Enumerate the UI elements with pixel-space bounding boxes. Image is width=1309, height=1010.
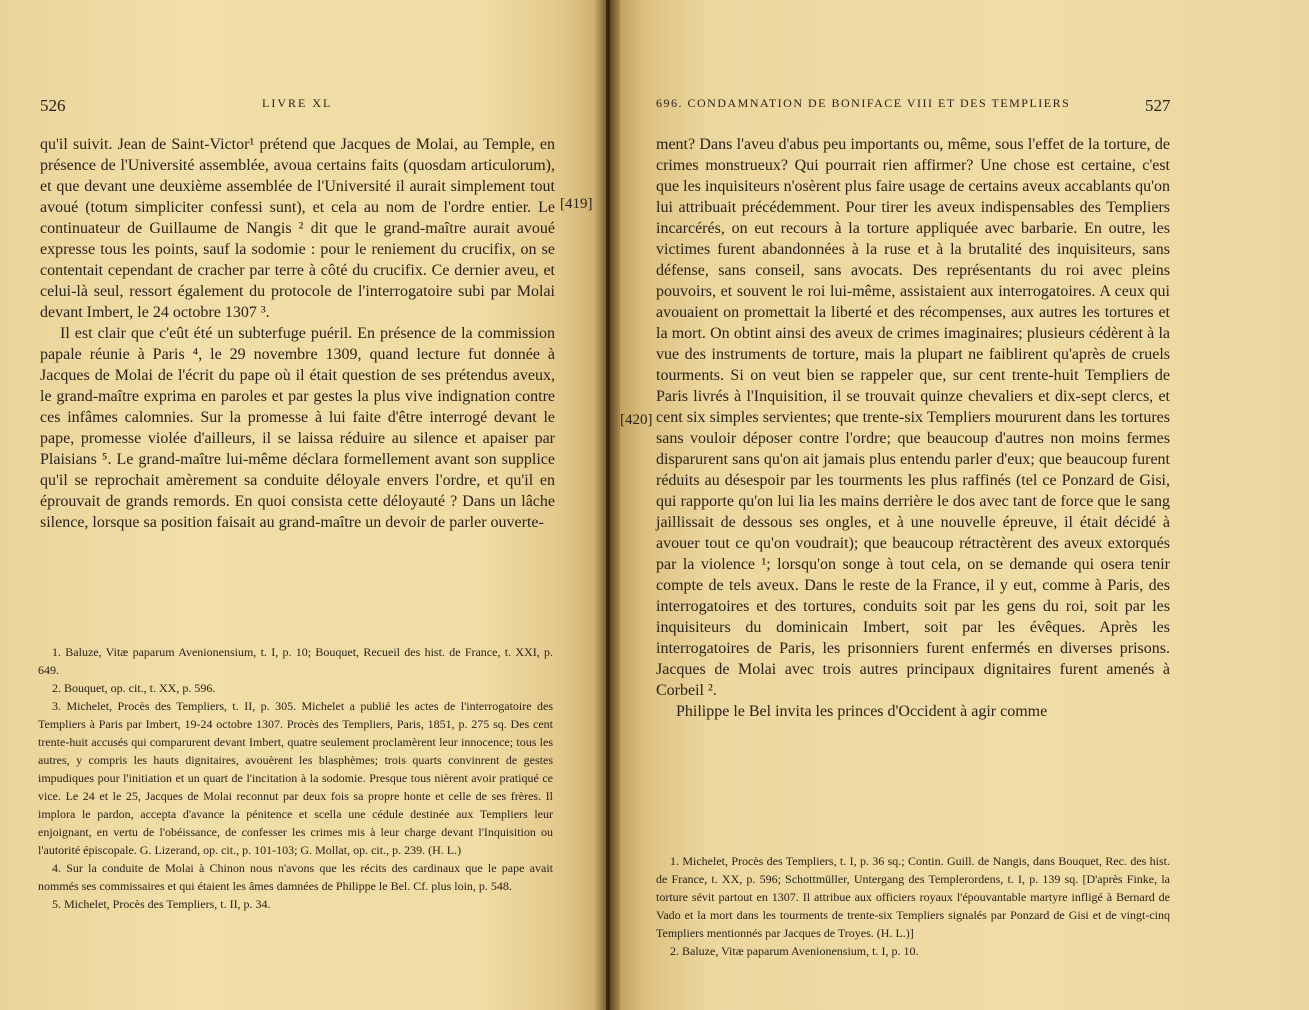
margin-marker-left: [419] (560, 196, 593, 212)
right-paragraph-2: Philippe le Bel invita les princes d'Occident à agir comme (676, 703, 1048, 720)
left-footnote-4: 4. Sur la conduite de Molai à Chinon nous n'avons que les récits des cardinaux que le pape avait nommés ses commissaires et qui étaient les âmes damnées de Philippe le Bel. Cf. plus loin, p. 548. (38, 861, 553, 893)
right-footnotes (656, 852, 1170, 960)
left-paragraph-1: qu'il suivit. Jean de Saint-Victor¹ prétend que Jacques de Molai, au Temple, en présence de l'Université assemblée, avoua certains faits (quosdam articulorum), et que devant une deuxième assemblée de l'Université il aurait simplement tout avoué (totum simpliciter confessi sunt), et cela au nom de l'ordre entier. Le continuateur de Guillaume de Nangis ² dit que le grand-maître aurait avoué expresse tous les points, sauf la sodomie : pour le reniement du crucifix, on se contentait cependant de cracher par terre à côté du crucifix. Ce dernier aveu, et celui-là seul, ressort également du protocole de l'interrogatoire subi par Molai devant Imbert, le 24 octobre 1307 ³. (40, 136, 555, 321)
margin-marker-right: [420] (620, 412, 653, 428)
running-head-left: LIVRE XL (262, 96, 333, 110)
left-body (40, 134, 555, 533)
book-gutter (594, 0, 620, 1010)
left-footnote-3: 3. Michelet, Procès des Templiers, t. II, p. 305. Michelet a publié les actes de l'interrogatoire des Templiers à Paris par Imbert, 19-24 octobre 1307. Procès des Templiers, Paris, 1851, p. 275 sq. Des cent trente-huit accusés qui comparurent devant Imbert, quatre seulement proclamèrent leur innocence; tous les autres, y compris les hauts dignitaires, avouèrent les blasphèmes; trois quarts convinrent de gestes impudiques pour l'initiation et un quart de l'incitation à la sodomie. Presque tous nièrent avoir pratiqué ce vice. Le 24 et le 25, Jacques de Molai reconnut par deux fois sa propre honte et celle de ses frères. Il implora le pardon, accepta d'avance la pénitence et scella une cédule destinée aux Templiers leur enjoignant, en vertu de l'obéissance, de confesser les crimes mis à leur charge devant l'Inquisition ou l'autorité épiscopale. G. Lizerand, op. cit., p. 101-103; G. Mollat, op. cit., p. 239. (H. L.) (38, 699, 553, 857)
left-footnote-1: 1. Baluze, Vitæ paparum Avenionensium, t. I, p. 10; Bouquet, Recueil des hist. de France, t. XXI, p. 649. (38, 645, 553, 677)
right-footnote-1: 1. Michelet, Procès des Templiers, t. I, p. 36 sq.; Contin. Guill. de Nangis, dans Bouquet, Rec. des hist. de France, t. XX, p. 596; Schottmüller, Untergang des Templerordens, t. I, p. 139 sq. [D'après Finke, la torture sévit partout en 1307. Il attribue aux officiers royaux l'épouvantable martyre infligé à Bernard de Vado et la mort dans les tourments de trente-six Templiers signalés par Ponzard de Gisi et de vingt-cinq Templiers mentionnés par Jacques de Troyes. (H. L.)] (656, 854, 1170, 940)
running-head-right: 696. CONDAMNATION DE BONIFACE VIII ET DES TEMPLIERS (656, 96, 1071, 110)
left-footnotes (38, 643, 553, 913)
right-page (610, 0, 1309, 1010)
right-footnote-2: 2. Baluze, Vitæ paparum Avenionensium, t. I, p. 10. (670, 944, 919, 958)
right-body (656, 134, 1170, 722)
left-paragraph-2: Il est clair que c'eût été un subterfuge puéril. En présence de la commission papale réunie à Paris ⁴, le 29 novembre 1309, quand lecture fut donnée à Jacques de Molai de l'écrit du pape où il était question de ses prétendus aveux, le grand-maître exprima en paroles et par gestes la plus vive indignation contre ces infâmes calomnies. Sur la promesse à lui faite d'être interrogé devant le pape, promesse violée d'ailleurs, il se laissa réduire au silence et apaiser par Plaisians ⁵. Le grand-maître lui-même déclara formellement avant son supplice qu'il se reprochait amèrement sa conduite déloyale envers l'ordre, et qu'il en éprouvait de grands remords. En quoi consista cette déloyauté ? Dans un lâche silence, lorsque sa position faisait au grand-maître un devoir de parler ouverte- (40, 325, 555, 531)
page-number-right: 527 (1145, 96, 1171, 115)
left-footnote-2: 2. Bouquet, op. cit., t. XX, p. 596. (52, 681, 216, 695)
right-paragraph-1: ment? Dans l'aveu d'abus peu importants ou, même, sous l'effet de la torture, de crimes monstrueux? Qui pourrait rien affirmer? Une chose est certaine, c'est que les inquisiteurs n'osèrent plus faire usage de certains aveux accablants qu'on lui attribuait précédemment. Pour tirer les aveux indispensables des Templiers incarcérés, on eut recours à la torture appliquée avec barbarie. En outre, les victimes furent abandonnées à la ruse et à la brutalité des inquisiteurs, sans défense, sans conseil, sans avocats. Des représentants du roi avec pleins pouvoirs, et souvent le roi lui-même, assistaient aux interrogatoires. A ceux qui avouaient on promettait la liberté et des récompenses, aux autres les tortures et la mort. On obtint ainsi des aveux de crimes imaginaires; plusieurs cédèrent à la vue des instruments de torture, mais la plupart ne faiblirent qu'après de cruels tourments. Si on veut bien se rappeler que, sur cent trente-huit Templiers de Paris livrés à l'Inquisition, il se trouvait quinze chevaliers et dix-sept clercs, et cent six simples servientes; que trente-six Templiers moururent dans les tortures sans vouloir déposer contre l'ordre; que beaucoup d'autres non moins fermes disparurent sans qu'on ait jamais plus entendu parler d'eux; que beaucoup furent réduits au désespoir par les tourments les plus raffinés (tel ce Ponzard de Gisi, qui rapporte qu'on lui lia les mains derrière le dos avec tant de force que le sang jaillissait de dessous ses ongles, et à une nouvelle épreuve, il était décidé à avouer tout ce qu'on voudrait); que beaucoup rétractèrent des aveux extorqués par la violence ¹; lorsqu'on songe à tout cela, on se demande qui osera tenir compte de tels aveux. Dans le reste de la France, il y eut, comme à Paris, des interrogatoires et des tortures, conduits soit par les gens du roi, soit par les inquisiteurs du dominicain Imbert, soit par les évêques. Après les interrogatoires de Paris, les prisonniers furent enfermés en diverses prisons. Jacques de Molai avec trois autres principaux dignitaires furent amenés à Corbeil ². (656, 136, 1170, 699)
left-page (0, 0, 606, 1010)
left-footnote-5: 5. Michelet, Procès des Templiers, t. II, p. 34. (52, 897, 271, 911)
page-number-left: 526 (40, 96, 66, 115)
